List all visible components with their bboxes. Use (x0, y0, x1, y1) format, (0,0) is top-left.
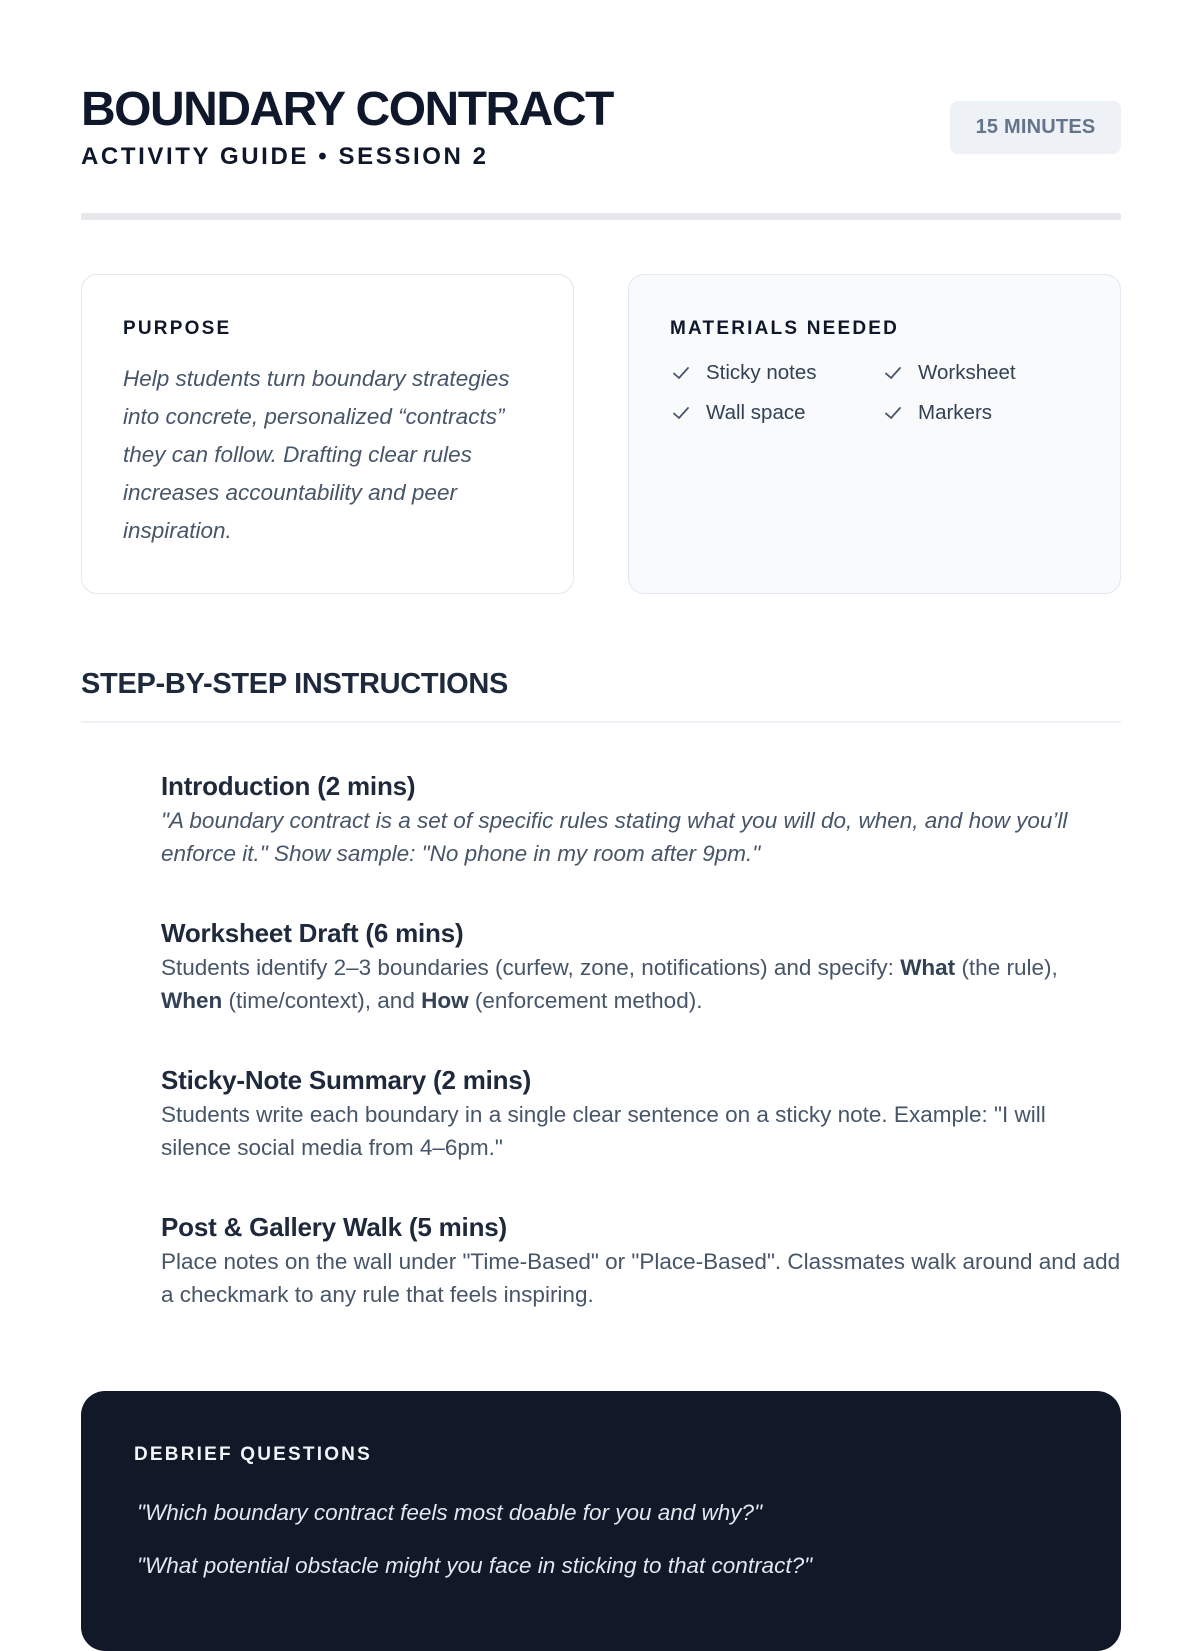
step-body-emphasis: What (900, 955, 956, 980)
instruction-step (161, 770, 1121, 870)
header-divider (81, 213, 1121, 220)
instruction-step (161, 1064, 1121, 1164)
step-title: Introduction (2 mins) (161, 771, 416, 801)
instructions-divider (81, 721, 1121, 723)
step-body-text: (time/context), and (222, 988, 422, 1013)
materials-heading: MATERIALS NEEDED (670, 318, 900, 339)
check-icon (884, 364, 902, 382)
material-label: Sticky notes (706, 361, 817, 384)
instructions-heading: STEP-BY-STEP INSTRUCTIONS (81, 668, 509, 700)
materials-card (628, 274, 1121, 594)
duration-badge: 15 MINUTES (950, 101, 1121, 154)
check-icon (884, 404, 902, 422)
debrief-question: "What potential obstacle might you face in sticking to that contract?" (137, 1553, 813, 1578)
page-title: BOUNDARY CONTRACT (81, 83, 613, 136)
purpose-card (81, 274, 574, 594)
page-subtitle: ACTIVITY GUIDE • SESSION 2 (81, 143, 489, 170)
instruction-step (161, 1211, 1121, 1311)
material-label: Markers (918, 401, 993, 424)
step-body: Students write each boundary in a single clear sentence on a sticky note. Example: "I will silence social media from 4–6pm." (161, 1102, 1046, 1160)
material-label: Worksheet (918, 361, 1016, 384)
material-item (882, 358, 1094, 387)
step-body-text: (enforcement method). (468, 988, 703, 1013)
step-body-emphasis: How (421, 988, 469, 1013)
step-title: Post & Gallery Walk (5 mins) (161, 1212, 507, 1242)
debrief-panel (81, 1391, 1121, 1651)
materials-list (670, 358, 1080, 427)
debrief-heading: DEBRIEF QUESTIONS (134, 1444, 372, 1465)
step-body-emphasis: When (161, 988, 223, 1013)
purpose-heading: PURPOSE (123, 318, 232, 339)
material-item (670, 398, 882, 427)
material-item (670, 358, 882, 387)
instruction-step (161, 917, 1121, 1017)
step-title: Sticky-Note Summary (2 mins) (161, 1065, 532, 1095)
step-body (161, 951, 1121, 1017)
step-body: Place notes on the wall under "Time-Based" or "Place-Based". Classmates walk around and add a checkmark to any rule that feels inspiring. (161, 1249, 1121, 1307)
step-body: "A boundary contract is a set of specific rules stating what you will do, when, and how you’ll enforce it." Show sample: "No phone in my room after 9pm." (161, 808, 1068, 866)
check-icon (672, 364, 690, 382)
debrief-question: "Which boundary contract feels most doable for you and why?" (137, 1500, 763, 1525)
step-body-text: Students identify 2–3 boundaries (curfew, zone, notifications) and specify: (161, 955, 901, 980)
material-label: Wall space (706, 401, 806, 424)
step-title: Worksheet Draft (6 mins) (161, 918, 464, 948)
step-body-text: (the rule), (955, 955, 1058, 980)
material-item (882, 398, 1094, 427)
purpose-text: Help students turn boundary strategies into concrete, personalized “contracts” they can follow. Drafting clear rules increases accountability and peer inspiration. (123, 366, 510, 543)
check-icon (672, 404, 690, 422)
